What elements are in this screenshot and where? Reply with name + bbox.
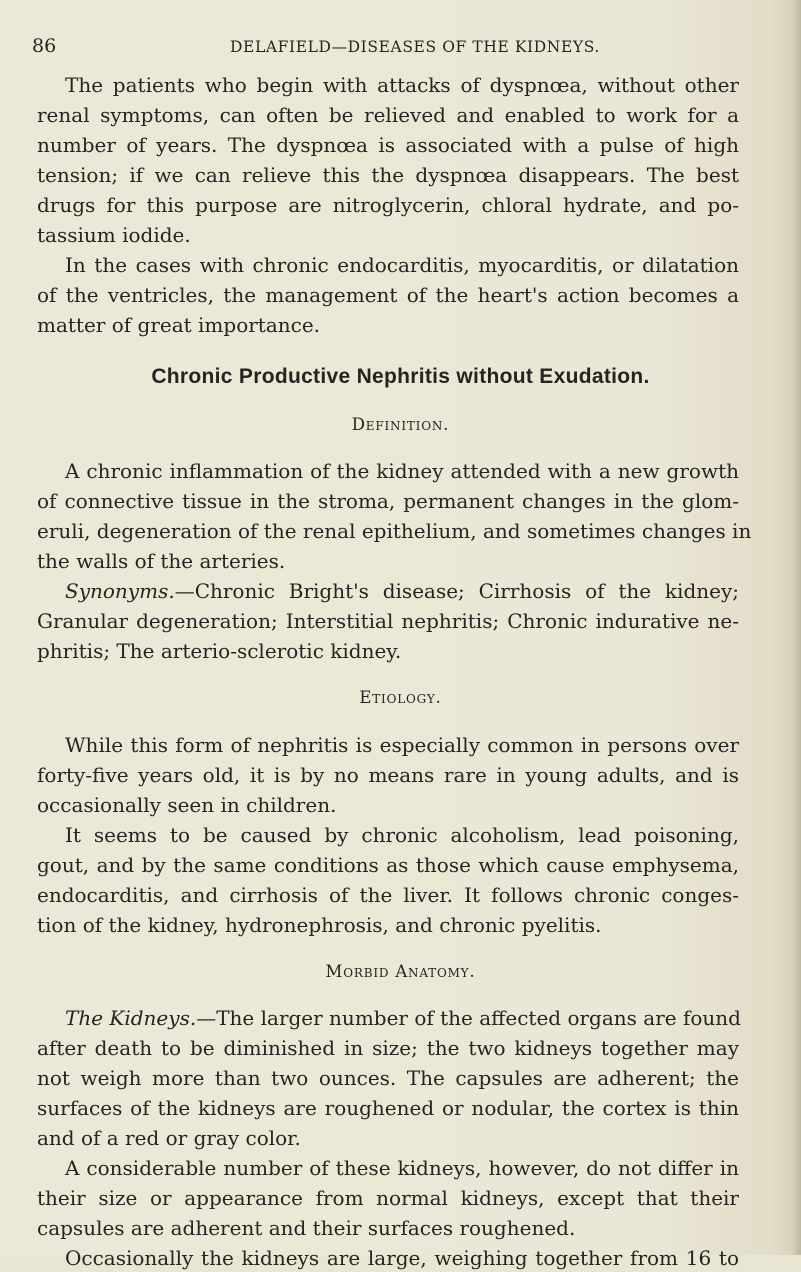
text-line: not weigh more than two ounces. The capsules are adherent; the [37,1066,739,1090]
text-line: A considerable number of these kidneys, however, do not differ in [65,1156,739,1180]
text-line: The patients who begin with attacks of dyspnœa, without other [65,73,739,97]
text-line: eruli, degeneration of the renal epithelium, and sometimes changes in [37,519,752,543]
section-title: Chronic Productive Nephritis without Exudation. [151,365,650,388]
text-line: endocarditis, and cirrhosis of the liver. It follows chronic conges- [37,883,739,907]
heading-morbid-anatomy: Morbid Anatomy. [325,962,476,981]
synonyms-label: Synonyms. [65,579,175,603]
text-line: of connective tissue in the stroma, permanent changes in the glom- [37,489,739,513]
text-run: —Chronic Bright's disease; Cirrhosis of the kidney; [174,579,739,603]
text-line: tension; if we can relieve this the dyspnœa disappears. The best [37,163,739,187]
text-line: surfaces of the kidneys are roughened or nodular, the cortex is thin [37,1096,739,1120]
text-line: forty-five years old, it is by no means rare in young adults, and is [37,763,739,787]
text-line: tion of the kidney, hydronephrosis, and chronic pyelitis. [37,913,602,937]
heading-definition: Definition. [351,415,450,434]
text-line [65,1004,739,1032]
running-head [32,34,772,58]
text-line [65,577,739,605]
text-line: tassium iodide. [37,223,191,247]
text-line: occasionally seen in children. [37,793,337,817]
text-line: It seems to be caused by chronic alcoholism, lead poisoning, [65,823,739,847]
text-line: the walls of the arteries. [37,549,286,573]
text-line: Granular degeneration; Interstitial nephritis; Chronic indurative ne- [37,609,739,633]
text-line: A chronic inflammation of the kidney attended with a new growth [65,459,739,483]
text-line: their size or appearance from normal kidneys, except that their [37,1186,739,1210]
text-line: number of years. The dyspnœa is associated with a pulse of high [37,133,739,157]
text-line: capsules are adherent and their surfaces roughened. [37,1216,576,1240]
text-line: Occasionally the kidneys are large, weighing together from 16 to [65,1246,739,1270]
text-line: renal symptoms, can often be relieved and enabled to work for a [37,103,739,127]
heading-etiology: Etiology. [359,688,442,707]
running-title: DELAFIELD—DISEASES OF THE KIDNEYS. [230,38,600,56]
text-line: phritis; The arterio-sclerotic kidney. [37,639,402,663]
text-line: after death to be diminished in size; the two kidneys together may [37,1036,739,1060]
page-number: 86 [32,35,57,57]
text-line: and of a red or gray color. [37,1126,301,1150]
page-edge-shadow [791,0,801,1255]
text-line: While this form of nephritis is especially common in persons over [65,733,739,757]
text-line: matter of great importance. [37,313,321,337]
text-line: drugs for this purpose are nitroglycerin, chloral hydrate, and po- [37,193,739,217]
text-run: —The larger number of the affected organs are found [196,1006,741,1030]
text-line: of the ventricles, the management of the heart's action becomes a [37,283,739,307]
text-line: gout, and by the same conditions as those which cause emphysema, [37,853,739,877]
text-line: In the cases with chronic endocarditis, myocarditis, or dilatation [65,253,739,277]
kidneys-label: The Kidneys. [65,1006,197,1030]
